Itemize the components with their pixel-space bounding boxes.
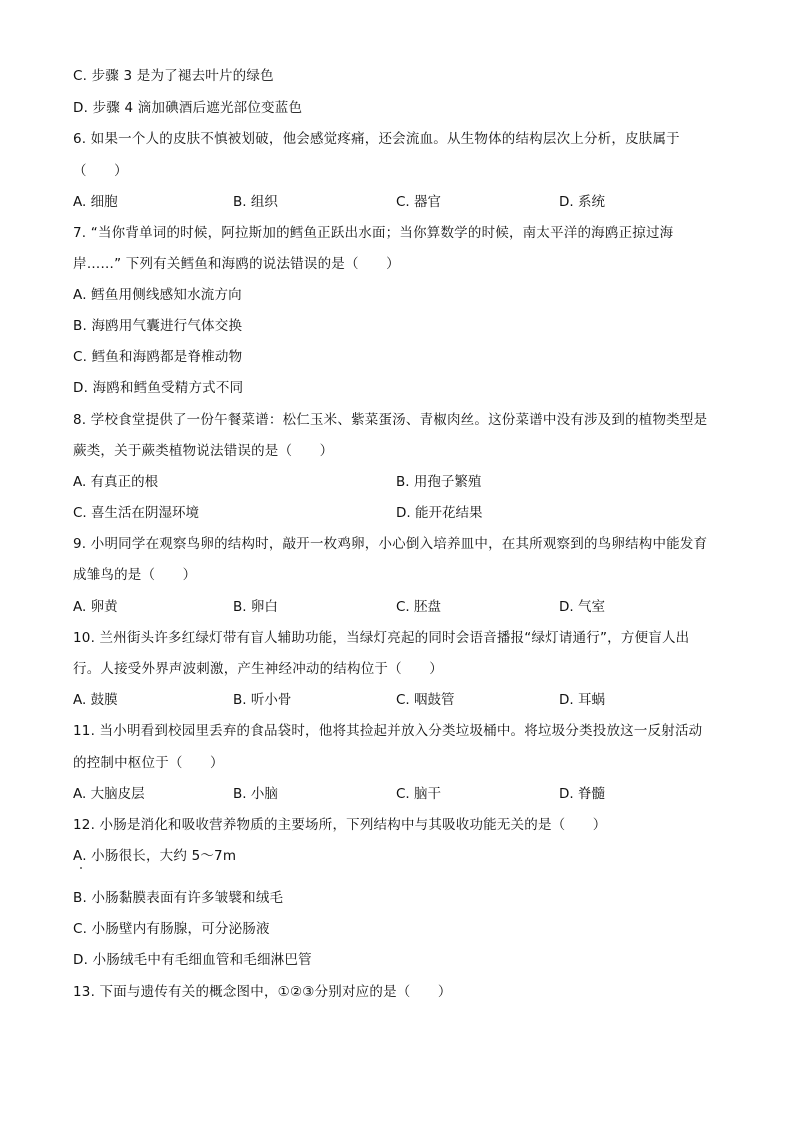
q8-option-c: C. 喜生活在阴湿环境	[73, 505, 200, 521]
q10-stem-line2: 行。人接受外界声波刺激，产生神经冲动的结构位于（ ）	[73, 661, 443, 677]
q9-option-b: B. 卵白	[233, 599, 278, 615]
stray-dot-mark	[80, 867, 82, 869]
q8-option-d: D. 能开花结果	[396, 505, 483, 521]
q12-stem-line1: 12. 小肠是消化和吸收营养物质的主要场所，下列结构中与其吸收功能无关的是（ ）	[73, 817, 607, 833]
q10-option-b: B. 听小骨	[233, 692, 292, 708]
q7-option-d: D. 海鸥和鳕鱼受精方式不同	[73, 380, 244, 396]
q11-option-a: A. 大脑皮层	[73, 786, 145, 802]
q8-option-b: B. 用孢子繁殖	[396, 474, 482, 490]
q9-option-c: C. 胚盘	[396, 599, 442, 615]
q6-option-b: B. 组织	[233, 194, 278, 210]
q7-stem-line2: 岸……” 下列有关鳕鱼和海鸥的说法错误的是（ ）	[73, 256, 400, 272]
q7-stem-line1: 7. “当你背单词的时候，阿拉斯加的鳕鱼正跃出水面；当你算数学的时候，南太平洋的海鸥正掠过海	[73, 225, 674, 241]
q11-option-b: B. 小脑	[233, 786, 278, 802]
q8-stem-line1: 8. 学校食堂提供了一份午餐菜谱：松仁玉米、紫菜蛋汤、青椒肉丝。这份菜谱中没有涉及到的植物类型是	[73, 412, 708, 428]
q10-option-d: D. 耳蜗	[559, 692, 605, 708]
q5-option-c: C. 步骤 3 是为了褪去叶片的绿色	[73, 68, 274, 84]
q13-stem-line1: 13. 下面与遗传有关的概念图中，①②③分别对应的是（ ）	[73, 984, 452, 1000]
q7-option-b: B. 海鸥用气囊进行气体交换	[73, 318, 243, 334]
q7-option-a: A. 鳕鱼用侧线感知水流方向	[73, 287, 242, 303]
q11-stem-line2: 的控制中枢位于（ ）	[73, 755, 224, 771]
q12-option-a: A. 小肠很长，大约 5～7m	[73, 848, 237, 864]
q9-stem-line1: 9. 小明同学在观察鸟卵的结构时，敲开一枚鸡卵，小心倒入培养皿中，在其所观察到的鸟卵结构中能发育	[73, 536, 708, 552]
q12-option-c: C. 小肠壁内有肠腺，可分泌肠液	[73, 921, 270, 937]
q6-option-a: A. 细胞	[73, 194, 118, 210]
q12-option-b: B. 小肠黏膜表面有许多皱襞和绒毛	[73, 890, 284, 906]
q6-stem-line2: （ ）	[73, 163, 128, 179]
q5-option-d: D. 步骤 4 滴加碘酒后遮光部位变蓝色	[73, 100, 303, 116]
q9-stem-line2: 成雏鸟的是（ ）	[73, 567, 197, 583]
q8-stem-line2: 蕨类，关于蕨类植物说法错误的是（ ）	[73, 443, 334, 459]
q9-option-a: A. 卵黄	[73, 599, 118, 615]
q11-option-d: D. 脊髓	[559, 786, 605, 802]
q11-stem-line1: 11. 当小明看到校园里丢弃的食品袋时，他将其捡起并放入分类垃圾桶中。将垃圾分类投放这一反射活动	[73, 723, 703, 739]
q12-option-d: D. 小肠绒毛中有毛细血管和毛细淋巴管	[73, 952, 312, 968]
q11-option-c: C. 脑干	[396, 786, 442, 802]
q6-stem-line1: 6. 如果一个人的皮肤不慎被划破，他会感觉疼痛，还会流血。从生物体的结构层次上分析，皮肤属于	[73, 131, 680, 147]
q7-option-c: C. 鳕鱼和海鸥都是脊椎动物	[73, 349, 243, 365]
q10-option-a: A. 鼓膜	[73, 692, 118, 708]
q8-option-a: A. 有真正的根	[73, 474, 159, 490]
q6-option-d: D. 系统	[559, 194, 605, 210]
q6-option-c: C. 器官	[396, 194, 442, 210]
q10-option-c: C. 咽鼓管	[396, 692, 455, 708]
q10-stem-line1: 10. 兰州街头许多红绿灯带有盲人辅助功能，当绿灯亮起的同时会语音播报“绿灯请通行”，方便盲人出	[73, 630, 690, 646]
q9-option-d: D. 气室	[559, 599, 605, 615]
